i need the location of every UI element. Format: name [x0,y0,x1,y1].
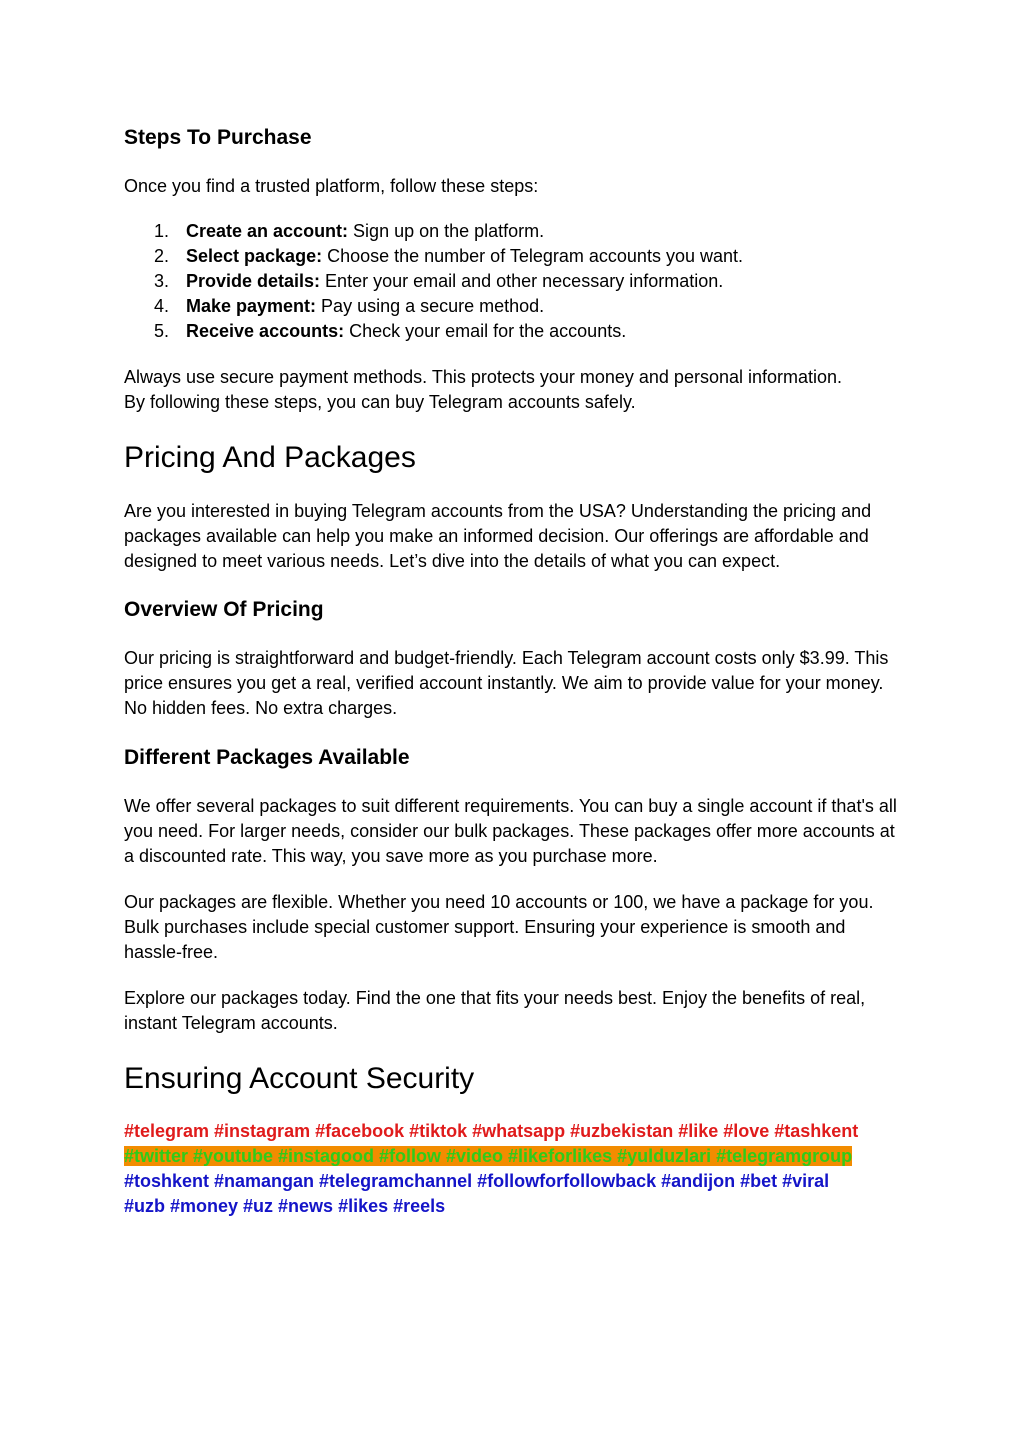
packages-heading: Different Packages Available [124,746,410,769]
steps-intro: Once you find a trusted platform, follow these steps: [124,176,539,196]
steps-outro-line-1: Always use secure payment methods. This protects your money and personal information. [124,367,843,387]
overview-text: Our pricing is straightforward and budget-friendly. Each Telegram account costs only $3.99. This price ensures you get a real, verified account instantly. We aim to provide value for your money. No hidden fees. No extra charges. [124,648,889,718]
packages-paragraph-1: We offer several packages to suit different requirements. You can buy a single account if that's all you need. For larger needs, consider our bulk packages. These packages offer more accounts at a discounted rate. This way, you save more as you purchase more. [124,796,897,866]
steps-outro-line-2: By following these steps, you can buy Telegram accounts safely. [124,392,636,412]
steps-heading: Steps To Purchase [124,126,312,149]
list-item: 4. Make payment: Pay using a secure method. [154,296,545,316]
list-item: 2. Select package: Choose the number of Telegram accounts you want. [154,246,743,266]
steps-list [124,219,904,344]
document-page [124,120,904,1219]
list-item: 5. Receive accounts: Check your email for the accounts. [154,321,627,341]
list-item: 3. Provide details: Enter your email and other necessary information. [154,271,724,291]
security-heading: Ensuring Account Security [124,1062,475,1095]
hashtag-line-blue-1: #toshkent #namangan #telegramchannel #followforfollowback #andijon #bet #viral [124,1171,830,1191]
packages-paragraph-3: Explore our packages today. Find the one that fits your needs best. Enjoy the benefits of real, instant Telegram accounts. [124,988,866,1033]
pricing-heading: Pricing And Packages [124,441,416,474]
hashtag-line-blue-2: #uzb #money #uz #news #likes #reels [124,1196,446,1216]
list-item: 1. Create an account: Sign up on the platform. [154,221,545,241]
hashtag-line-red: #telegram #instagram #facebook #tiktok #whatsapp #uzbekistan #like #love #tashkent [124,1121,859,1141]
steps-outro [124,365,904,415]
packages-paragraph-2: Our packages are flexible. Whether you need 10 accounts or 100, we have a package for you. Bulk purchases include special customer support. Ensuring your experience is smooth and hassle-free. [124,892,874,962]
pricing-intro: Are you interested in buying Telegram accounts from the USA? Understanding the pricing and packages available can help you make an informed decision. Our offerings are affordable and designed to meet various needs. Let’s dive into the details of what you can expect. [124,501,872,571]
overview-heading: Overview Of Pricing [124,598,324,621]
hashtag-block [124,1119,904,1219]
hashtag-line-green-highlighted: #twitter #youtube #instagood #follow #video #likeforlikes #yulduzlari #telegramgroup [124,1146,853,1166]
